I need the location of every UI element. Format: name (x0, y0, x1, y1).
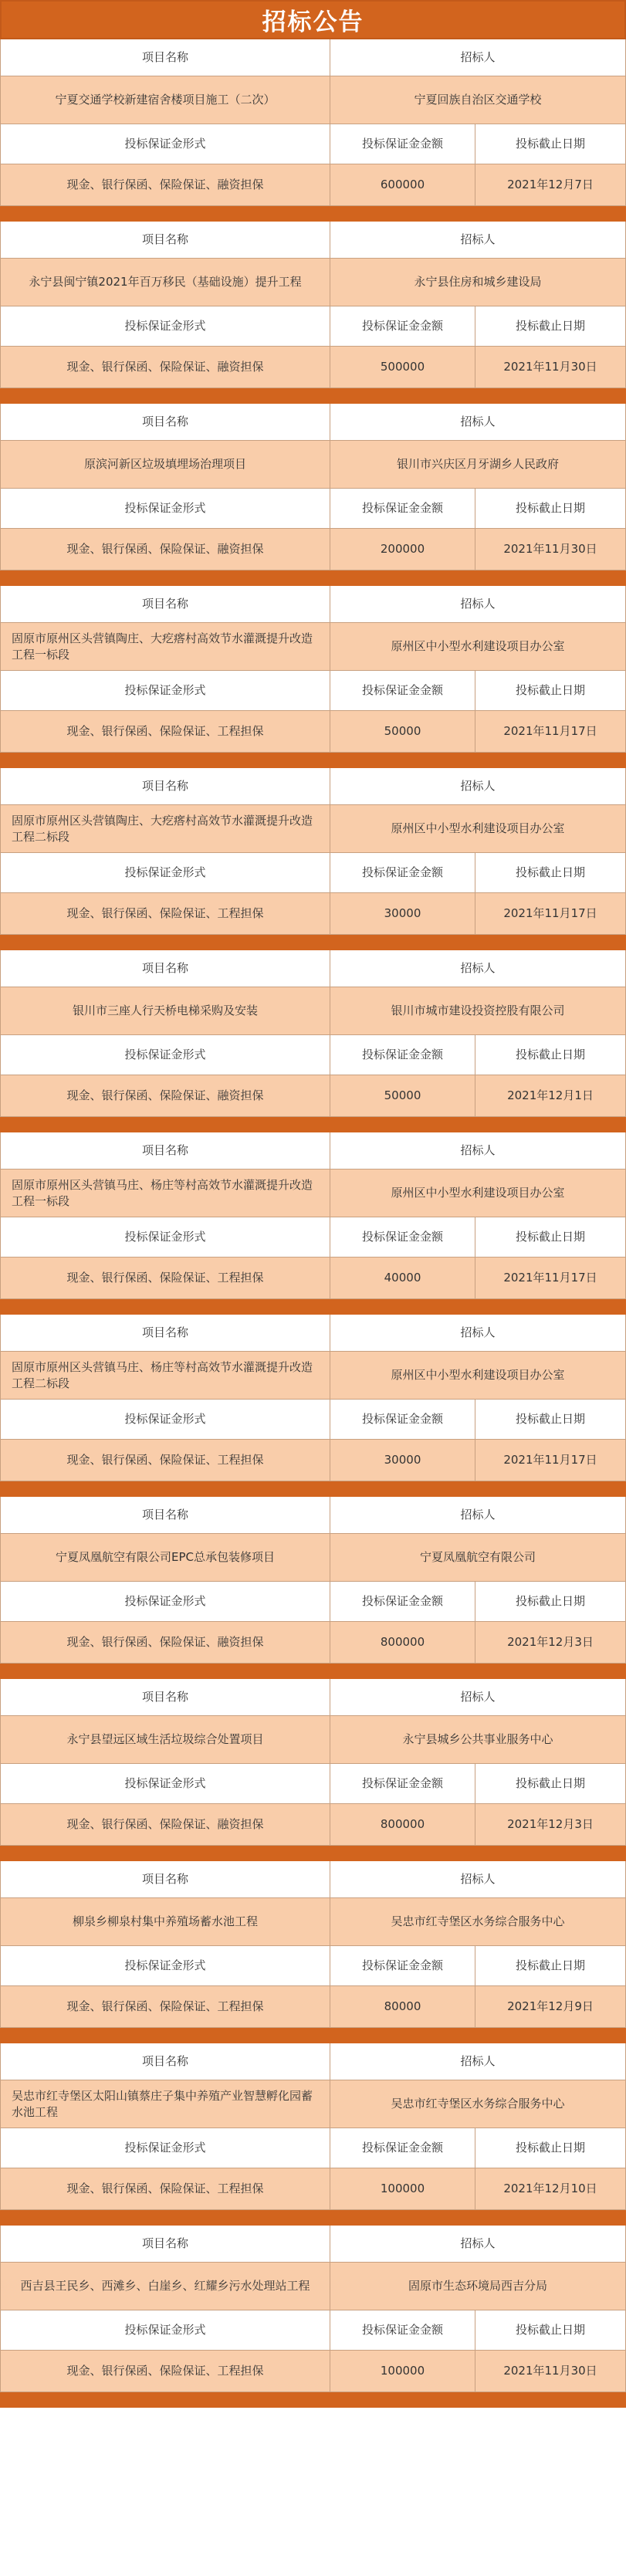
guarantee-amount-label: 投标保证金金额 (330, 1946, 475, 1986)
guarantee-form: 现金、银行保函、保险保证、工程担保 (0, 1258, 330, 1299)
project-name: 银川市三座人行天桥电梯采购及安装 (0, 987, 330, 1035)
guarantee-header-row (0, 1035, 626, 1075)
guarantee-form: 现金、银行保函、保险保证、工程担保 (0, 1440, 330, 1481)
tenderer-name: 银川市兴庆区月牙湖乡人民政府 (330, 441, 626, 489)
guarantee-form-label: 投标保证金形式 (0, 853, 330, 893)
guarantee-amount: 80000 (330, 1986, 475, 2028)
notice-info-row (0, 987, 626, 1035)
guarantee-form-label: 投标保证金形式 (0, 1035, 330, 1075)
guarantee-header-row (0, 2128, 626, 2168)
project-name-label: 项目名称 (0, 222, 330, 259)
guarantee-header-row (0, 306, 626, 347)
guarantee-form: 现金、银行保函、保险保证、融资担保 (0, 1804, 330, 1846)
project-name: 固原市原州区头营镇陶庄、大疙瘩村高效节水灌溉提升改造工程二标段 (0, 805, 330, 853)
notice-header-row (0, 1315, 626, 1352)
guarantee-form-label: 投标保证金形式 (0, 489, 330, 529)
project-name: 宁夏凤凰航空有限公司EPC总承包装修项目 (0, 1534, 330, 1582)
project-name: 固原市原州区头营镇马庄、杨庄等村高效节水灌溉提升改造工程二标段 (0, 1352, 330, 1400)
tenderer-label: 招标人 (330, 39, 626, 76)
guarantee-data-row (0, 347, 626, 388)
guarantee-form-label: 投标保证金形式 (0, 671, 330, 711)
tenderer-name: 原州区中小型水利建设项目办公室 (330, 1352, 626, 1400)
guarantee-form: 现金、银行保函、保险保证、融资担保 (0, 529, 330, 570)
notice-header-row (0, 1497, 626, 1534)
deadline: 2021年11月17日 (475, 1258, 626, 1299)
guarantee-amount: 50000 (330, 1075, 475, 1117)
guarantee-amount-label: 投标保证金金额 (330, 1400, 475, 1440)
guarantee-form-label: 投标保证金形式 (0, 2310, 330, 2351)
project-name-label: 项目名称 (0, 2043, 330, 2080)
tenderer-name: 宁夏凤凰航空有限公司 (330, 1534, 626, 1582)
deadline: 2021年12月1日 (475, 1075, 626, 1117)
project-name-label: 项目名称 (0, 1861, 330, 1898)
guarantee-form: 现金、银行保函、保险保证、工程担保 (0, 711, 330, 753)
guarantee-header-row (0, 1217, 626, 1258)
notice-block (0, 950, 626, 1132)
notice-header-row (0, 950, 626, 987)
guarantee-amount-label: 投标保证金金额 (330, 1582, 475, 1622)
tenderer-label: 招标人 (330, 2226, 626, 2263)
guarantee-data-row (0, 1622, 626, 1664)
guarantee-amount-label: 投标保证金金额 (330, 2310, 475, 2351)
guarantee-amount: 100000 (330, 2351, 475, 2392)
notice-header-row (0, 404, 626, 441)
guarantee-amount: 40000 (330, 1258, 475, 1299)
guarantee-data-row (0, 893, 626, 935)
deadline-label: 投标截止日期 (475, 1582, 626, 1622)
page-title-bar (0, 0, 626, 39)
project-name-label: 项目名称 (0, 39, 330, 76)
guarantee-data-row (0, 164, 626, 206)
notice-block (0, 768, 626, 950)
notice-header-row (0, 2043, 626, 2080)
deadline-label: 投标截止日期 (475, 1035, 626, 1075)
section-divider (0, 1664, 626, 1679)
notice-list (0, 39, 626, 2408)
tenderer-label: 招标人 (330, 1497, 626, 1534)
section-divider (0, 935, 626, 950)
notice-header-row (0, 1861, 626, 1898)
tenderer-label: 招标人 (330, 404, 626, 441)
deadline-label: 投标截止日期 (475, 1946, 626, 1986)
deadline: 2021年12月9日 (475, 1986, 626, 2028)
notice-info-row (0, 1352, 626, 1400)
notice-block (0, 2043, 626, 2226)
project-name: 永宁县闽宁镇2021年百万移民（基础设施）提升工程 (0, 259, 330, 306)
tenderer-label: 招标人 (330, 2043, 626, 2080)
guarantee-data-row (0, 1804, 626, 1846)
guarantee-data-row (0, 2351, 626, 2392)
deadline: 2021年12月3日 (475, 1804, 626, 1846)
notice-info-row (0, 1898, 626, 1946)
guarantee-form: 现金、银行保函、保险保证、融资担保 (0, 164, 330, 206)
notice-info-row (0, 1716, 626, 1764)
deadline-label: 投标截止日期 (475, 1400, 626, 1440)
deadline-label: 投标截止日期 (475, 2310, 626, 2351)
notice-info-row (0, 623, 626, 671)
guarantee-form: 现金、银行保函、保险保证、融资担保 (0, 347, 330, 388)
notice-block (0, 1861, 626, 2043)
tenderer-label: 招标人 (330, 950, 626, 987)
notice-header-row (0, 2226, 626, 2263)
project-name-label: 项目名称 (0, 1497, 330, 1534)
deadline: 2021年11月30日 (475, 347, 626, 388)
guarantee-data-row (0, 2168, 626, 2210)
guarantee-amount-label: 投标保证金金额 (330, 489, 475, 529)
notice-block (0, 1132, 626, 1315)
notice-block (0, 39, 626, 222)
tenderer-label: 招标人 (330, 1132, 626, 1170)
guarantee-header-row (0, 671, 626, 711)
notice-header-row (0, 39, 626, 76)
guarantee-header-row (0, 1946, 626, 1986)
guarantee-header-row (0, 1400, 626, 1440)
notice-block (0, 1497, 626, 1679)
notice-info-row (0, 441, 626, 489)
deadline: 2021年11月17日 (475, 893, 626, 935)
guarantee-header-row (0, 489, 626, 529)
deadline-label: 投标截止日期 (475, 124, 626, 164)
guarantee-amount-label: 投标保证金金额 (330, 853, 475, 893)
guarantee-amount: 100000 (330, 2168, 475, 2210)
project-name-label: 项目名称 (0, 950, 330, 987)
deadline: 2021年12月3日 (475, 1622, 626, 1664)
guarantee-form-label: 投标保证金形式 (0, 2128, 330, 2168)
notice-block (0, 404, 626, 586)
project-name: 西吉县王民乡、西滩乡、白崖乡、红耀乡污水处理站工程 (0, 2263, 330, 2310)
guarantee-header-row (0, 853, 626, 893)
guarantee-form-label: 投标保证金形式 (0, 124, 330, 164)
project-name-label: 项目名称 (0, 1315, 330, 1352)
guarantee-amount-label: 投标保证金金额 (330, 1217, 475, 1258)
page-title: 招标公告 (262, 8, 364, 36)
guarantee-amount-label: 投标保证金金额 (330, 124, 475, 164)
section-divider (0, 206, 626, 222)
notice-block (0, 222, 626, 404)
project-name: 永宁县望远区域生活垃圾综合处置项目 (0, 1716, 330, 1764)
project-name-label: 项目名称 (0, 768, 330, 805)
tenderer-name: 宁夏回族自治区交通学校 (330, 76, 626, 124)
section-divider (0, 1846, 626, 1861)
guarantee-data-row (0, 529, 626, 570)
deadline: 2021年11月17日 (475, 711, 626, 753)
guarantee-amount: 200000 (330, 529, 475, 570)
tenderer-label: 招标人 (330, 1679, 626, 1716)
tenderer-name: 原州区中小型水利建设项目办公室 (330, 623, 626, 671)
tenderer-name: 固原市生态环境局西吉分局 (330, 2263, 626, 2310)
tenderer-name: 永宁县住房和城乡建设局 (330, 259, 626, 306)
notice-info-row (0, 76, 626, 124)
guarantee-amount: 50000 (330, 711, 475, 753)
deadline: 2021年11月30日 (475, 529, 626, 570)
guarantee-amount: 30000 (330, 1440, 475, 1481)
tenderer-label: 招标人 (330, 586, 626, 623)
guarantee-amount-label: 投标保证金金额 (330, 1764, 475, 1804)
deadline: 2021年12月10日 (475, 2168, 626, 2210)
guarantee-data-row (0, 1986, 626, 2028)
notice-info-row (0, 2080, 626, 2128)
guarantee-header-row (0, 2310, 626, 2351)
deadline: 2021年11月17日 (475, 1440, 626, 1481)
project-name-label: 项目名称 (0, 2226, 330, 2263)
notice-info-row (0, 1170, 626, 1217)
project-name: 固原市原州区头营镇陶庄、大疙瘩村高效节水灌溉提升改造工程一标段 (0, 623, 330, 671)
project-name-label: 项目名称 (0, 586, 330, 623)
tenderer-label: 招标人 (330, 1861, 626, 1898)
tenderer-name: 永宁县城乡公共事业服务中心 (330, 1716, 626, 1764)
section-divider (0, 1481, 626, 1497)
notice-header-row (0, 1132, 626, 1170)
section-divider (0, 1117, 626, 1132)
guarantee-amount: 800000 (330, 1804, 475, 1846)
guarantee-header-row (0, 1764, 626, 1804)
guarantee-amount-label: 投标保证金金额 (330, 671, 475, 711)
notice-info-row (0, 805, 626, 853)
guarantee-data-row (0, 1258, 626, 1299)
notice-info-row (0, 2263, 626, 2310)
section-divider (0, 2392, 626, 2408)
notice-block (0, 1679, 626, 1861)
deadline-label: 投标截止日期 (475, 1217, 626, 1258)
guarantee-form: 现金、银行保函、保险保证、工程担保 (0, 2168, 330, 2210)
guarantee-amount: 500000 (330, 347, 475, 388)
deadline: 2021年12月7日 (475, 164, 626, 206)
project-name: 吴忠市红寺堡区太阳山镇蔡庄子集中养殖产业智慧孵化园蓄水池工程 (0, 2080, 330, 2128)
guarantee-form: 现金、银行保函、保险保证、融资担保 (0, 1622, 330, 1664)
guarantee-amount: 800000 (330, 1622, 475, 1664)
guarantee-amount-label: 投标保证金金额 (330, 2128, 475, 2168)
project-name: 原滨河新区垃圾填埋场治理项目 (0, 441, 330, 489)
section-divider (0, 753, 626, 768)
notice-block (0, 2226, 626, 2408)
notice-block (0, 1315, 626, 1497)
guarantee-data-row (0, 711, 626, 753)
project-name-label: 项目名称 (0, 404, 330, 441)
section-divider (0, 570, 626, 586)
deadline-label: 投标截止日期 (475, 671, 626, 711)
deadline-label: 投标截止日期 (475, 1764, 626, 1804)
tenderer-label: 招标人 (330, 222, 626, 259)
guarantee-form: 现金、银行保函、保险保证、工程担保 (0, 2351, 330, 2392)
guarantee-form-label: 投标保证金形式 (0, 1582, 330, 1622)
section-divider (0, 388, 626, 404)
guarantee-amount-label: 投标保证金金额 (330, 306, 475, 347)
guarantee-header-row (0, 1582, 626, 1622)
guarantee-amount: 30000 (330, 893, 475, 935)
notice-header-row (0, 222, 626, 259)
section-divider (0, 2210, 626, 2226)
guarantee-form: 现金、银行保函、保险保证、工程担保 (0, 893, 330, 935)
notice-info-row (0, 1534, 626, 1582)
deadline-label: 投标截止日期 (475, 853, 626, 893)
guarantee-form: 现金、银行保函、保险保证、融资担保 (0, 1075, 330, 1117)
guarantee-form-label: 投标保证金形式 (0, 1400, 330, 1440)
section-divider (0, 1299, 626, 1315)
tenderer-name: 银川市城市建设投资控股有限公司 (330, 987, 626, 1035)
guarantee-form-label: 投标保证金形式 (0, 1764, 330, 1804)
section-divider (0, 2028, 626, 2043)
tenderer-label: 招标人 (330, 768, 626, 805)
deadline-label: 投标截止日期 (475, 489, 626, 529)
deadline: 2021年11月30日 (475, 2351, 626, 2392)
guarantee-data-row (0, 1075, 626, 1117)
guarantee-form-label: 投标保证金形式 (0, 1946, 330, 1986)
notice-block (0, 586, 626, 768)
tenderer-label: 招标人 (330, 1315, 626, 1352)
guarantee-form-label: 投标保证金形式 (0, 306, 330, 347)
guarantee-data-row (0, 1440, 626, 1481)
notice-header-row (0, 1679, 626, 1716)
tenderer-name: 吴忠市红寺堡区水务综合服务中心 (330, 2080, 626, 2128)
project-name: 宁夏交通学校新建宿舍楼项目施工（二次） (0, 76, 330, 124)
guarantee-amount-label: 投标保证金金额 (330, 1035, 475, 1075)
deadline-label: 投标截止日期 (475, 306, 626, 347)
tenderer-name: 原州区中小型水利建设项目办公室 (330, 1170, 626, 1217)
notice-info-row (0, 259, 626, 306)
project-name-label: 项目名称 (0, 1679, 330, 1716)
guarantee-form: 现金、银行保函、保险保证、工程担保 (0, 1986, 330, 2028)
tenderer-name: 吴忠市红寺堡区水务综合服务中心 (330, 1898, 626, 1946)
project-name-label: 项目名称 (0, 1132, 330, 1170)
tenderer-name: 原州区中小型水利建设项目办公室 (330, 805, 626, 853)
guarantee-amount: 600000 (330, 164, 475, 206)
notice-header-row (0, 768, 626, 805)
guarantee-form-label: 投标保证金形式 (0, 1217, 330, 1258)
notice-header-row (0, 586, 626, 623)
project-name: 柳泉乡柳泉村集中养殖场蓄水池工程 (0, 1898, 330, 1946)
deadline-label: 投标截止日期 (475, 2128, 626, 2168)
project-name: 固原市原州区头营镇马庄、杨庄等村高效节水灌溉提升改造工程一标段 (0, 1170, 330, 1217)
guarantee-header-row (0, 124, 626, 164)
